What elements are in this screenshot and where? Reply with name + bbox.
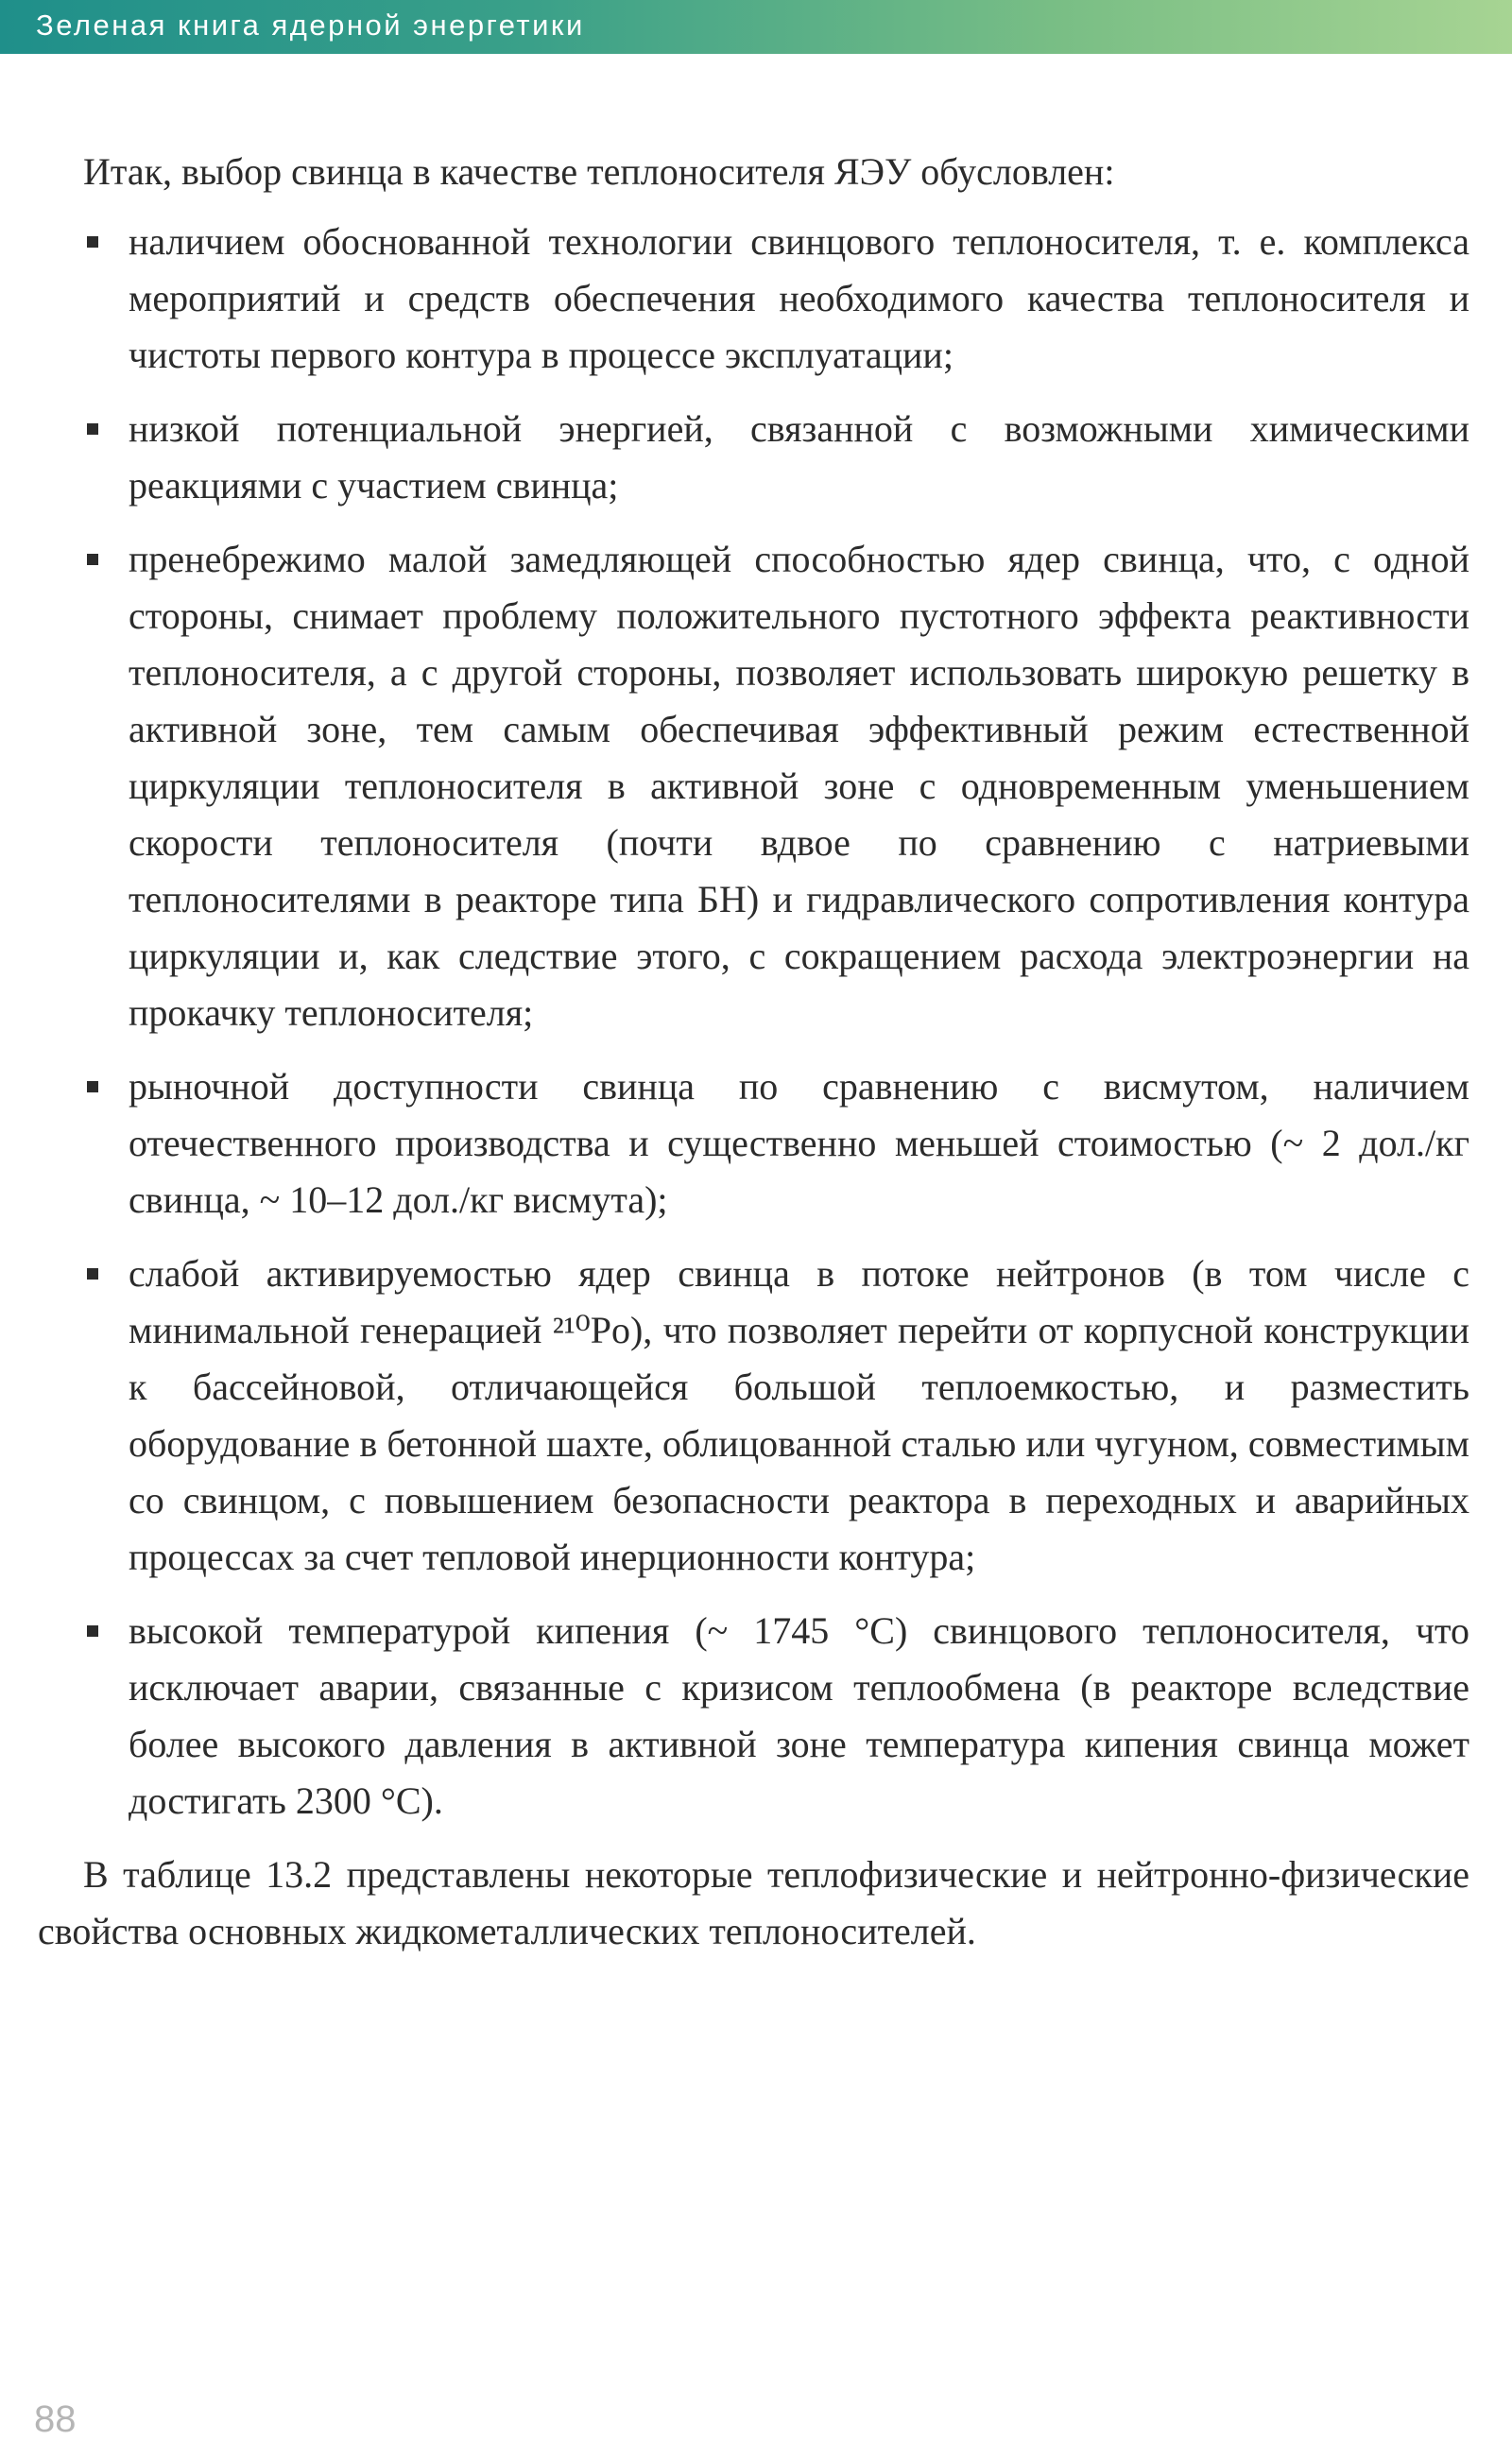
running-header-title: Зеленая книга ядерной энергетики bbox=[36, 9, 585, 42]
list-item-text: низкой потенциальной энергией, связанной с возможными химическими реакциями с участием свинца; bbox=[129, 407, 1469, 507]
list-item-text: пренебрежимо малой замедляющей способностью ядер свинца, что, с одной стороны, снимает проблему положительного пустотного эффекта реактивности теплоносителя, а с другой стороны, позволяет использовать широкую решетку в активной зоне, тем самым обеспечивая эффективный режим естественной циркуляции теплоносителя в активной зоне с одновременным уменьшением скорости теплоносителя (почти вдвое по сравнению с натриевыми теплоносителями в реакторе типа БН) и гидравлического сопротивления контура циркуляции и, как следствие этого, с сокращением расхода электроэнергии на прокачку теплоносителя; bbox=[129, 538, 1469, 1034]
square-bullet-icon bbox=[87, 1268, 98, 1280]
list-item-text: слабой активируемостью ядер свинца в потоке нейтронов (в том числе с минимальной генерацией ²¹⁰Po), что позволяет перейти от корпусной конструкции к бассейновой, отличающейся большой теплоемкостью, и разместить оборудование в бетонной шахте, облицованной сталью или чугуном, совместимым со свинцом, с повышением безопасности реактора в переходных и аварийных процессах за счет тепловой инерционности контура; bbox=[129, 1252, 1469, 1578]
list-item-text: высокой температурой кипения (~ 1745 °С) свинцового теплоносителя, что исключает аварии, связанные с кризисом теплообмена (в реакторе вследствие более высокого давления в активной зоне температура кипения свинца может достигать 2300 °С). bbox=[129, 1609, 1469, 1822]
list-item-text: наличием обоснованной технологии свинцового теплоносителя, т. е. комплекса мероприятий и средств обеспечения необходимого качества теплоносителя и чистоты первого контура в процессе эксплуатации; bbox=[129, 220, 1469, 376]
page-content bbox=[38, 144, 1469, 1960]
header-bar bbox=[0, 0, 1512, 54]
page-number: 88 bbox=[34, 2398, 77, 2440]
square-bullet-icon bbox=[87, 1081, 98, 1092]
square-bullet-icon bbox=[87, 1625, 98, 1637]
list-item bbox=[38, 1603, 1469, 1830]
intro-paragraph: Итак, выбор свинца в качестве теплоносителя ЯЭУ обусловлен: bbox=[83, 150, 1115, 193]
list-item bbox=[38, 1246, 1469, 1586]
list-item bbox=[38, 531, 1469, 1041]
square-bullet-icon bbox=[87, 423, 98, 435]
square-bullet-icon bbox=[87, 554, 98, 565]
bullet-list bbox=[38, 214, 1469, 1830]
list-item bbox=[38, 214, 1469, 384]
list-item-text: рыночной доступности свинца по сравнению с висмутом, наличием отечественного производства и существенно меньшей стоимостью (~ 2 дол./кг свинца, ~ 10–12 дол./кг висмута); bbox=[129, 1065, 1469, 1221]
closing-paragraph: В таблице 13.2 представлены некоторые теплофизические и нейтронно-физические свойства основных жидкометаллических теплоносителей. bbox=[38, 1853, 1469, 1952]
list-item bbox=[38, 1058, 1469, 1228]
list-item bbox=[38, 401, 1469, 514]
square-bullet-icon bbox=[87, 236, 98, 248]
